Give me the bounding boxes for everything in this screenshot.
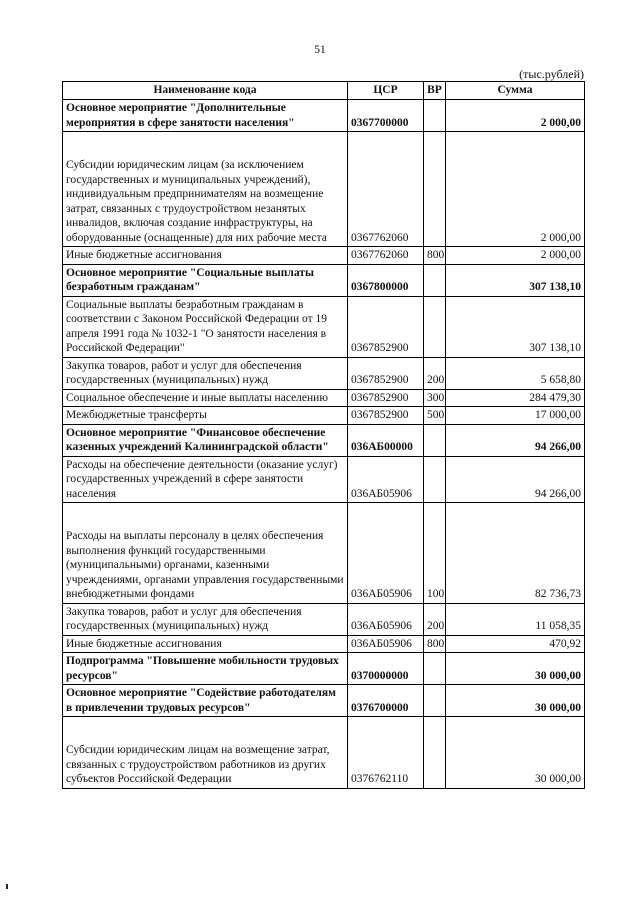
row-vr: 800: [424, 247, 446, 265]
table-row: [63, 685, 585, 717]
row-vr: [424, 653, 446, 685]
row-sum: 30 000,00: [446, 685, 585, 717]
table-row: [63, 264, 585, 296]
row-sum: 307 138,10: [446, 296, 585, 357]
row-vr: [424, 264, 446, 296]
row-name: Социальное обеспечение и иные выплаты населению: [63, 389, 348, 407]
table-row: [63, 389, 585, 407]
row-name: Основное мероприятие "Социальные выплаты безработным гражданам": [63, 264, 348, 296]
row-sum: 2 000,00: [446, 247, 585, 265]
row-name: Основное мероприятие "Дополнительные мероприятия в сфере занятости населения": [63, 100, 348, 132]
table-row: [63, 296, 585, 357]
budget-table: [62, 81, 585, 789]
table-row: [63, 357, 585, 389]
header-vr: ВР: [424, 82, 446, 100]
row-vr: [424, 456, 446, 503]
row-name: Социальные выплаты безработным гражданам в соответствии с Законом Российской Федерации от 19 апреля 1991 года № 1032-1 "О занятости населения в Российской Федерации": [63, 296, 348, 357]
row-csr: 036АБ05906: [348, 603, 424, 635]
row-vr: [424, 685, 446, 717]
row-vr: 100: [424, 503, 446, 604]
row-name: Субсидии юридическим лицам на возмещение затрат, связанных с трудоустройством работников из других субъектов Российской Федерации: [63, 717, 348, 789]
row-csr: 0367852900: [348, 357, 424, 389]
row-csr: 0367762060: [348, 247, 424, 265]
row-sum: 30 000,00: [446, 653, 585, 685]
table-header-row: [63, 82, 585, 100]
row-vr: 500: [424, 407, 446, 425]
row-name: Субсидии юридическим лицам (за исключением государственных и муниципальных учреждений), индивидуальным предпринимателям на возмещение затрат, связанных с трудоустройством незанятых инвалидов, включая создание инфраструктуры, на оборудованные (оснащенные) для них рабочие места: [63, 132, 348, 247]
row-csr: 0376700000: [348, 685, 424, 717]
row-csr: 0367762060: [348, 132, 424, 247]
row-vr: [424, 100, 446, 132]
row-csr: 0367800000: [348, 264, 424, 296]
units-label: (тыс.рублей): [519, 67, 584, 81]
row-vr: 800: [424, 635, 446, 653]
row-csr: 036АБ00000: [348, 424, 424, 456]
row-sum: 2 000,00: [446, 100, 585, 132]
row-csr: 036АБ05906: [348, 456, 424, 503]
table-row: [63, 603, 585, 635]
row-sum: 2 000,00: [446, 132, 585, 247]
table-row: [63, 132, 585, 247]
row-vr: 200: [424, 603, 446, 635]
row-sum: 470,92: [446, 635, 585, 653]
row-name: Иные бюджетные ассигнования: [63, 247, 348, 265]
table-row: [63, 635, 585, 653]
table-row: [63, 247, 585, 265]
row-csr: 0367852900: [348, 389, 424, 407]
row-csr: 0367700000: [348, 100, 424, 132]
table-row: [63, 717, 585, 789]
row-sum: 11 058,35: [446, 603, 585, 635]
row-vr: [424, 424, 446, 456]
row-name: Основное мероприятие "Содействие работодателям в привлечении трудовых ресурсов": [63, 685, 348, 717]
table-row: [63, 653, 585, 685]
row-vr: [424, 132, 446, 247]
row-sum: 17 000,00: [446, 407, 585, 425]
row-csr: 0367852900: [348, 296, 424, 357]
row-csr: 0370000000: [348, 653, 424, 685]
row-vr: [424, 717, 446, 789]
margin-mark: [6, 884, 8, 889]
row-name: Подпрограмма "Повышение мобильности трудовых ресурсов": [63, 653, 348, 685]
row-sum: 5 658,80: [446, 357, 585, 389]
row-csr: 036АБ05906: [348, 503, 424, 604]
row-sum: 94 266,00: [446, 456, 585, 503]
header-csr: ЦСР: [348, 82, 424, 100]
row-csr: 0367852900: [348, 407, 424, 425]
row-sum: 307 138,10: [446, 264, 585, 296]
row-name: Основное мероприятие "Финансовое обеспечение казенных учреждений Калининградской области": [63, 424, 348, 456]
row-name: Иные бюджетные ассигнования: [63, 635, 348, 653]
row-name: Расходы на выплаты персоналу в целях обеспечения выполнения функций государственными (муниципальными) органами, казенными учреждениями, органами управления государственными внебюджетными фондами: [63, 503, 348, 604]
row-name: Расходы на обеспечение деятельности (оказание услуг) государственных учреждений в сфере занятости населения: [63, 456, 348, 503]
table-row: [63, 456, 585, 503]
header-name: Наименование кода: [63, 82, 348, 100]
table-row: [63, 503, 585, 604]
row-sum: 82 736,73: [446, 503, 585, 604]
row-sum: 284 479,30: [446, 389, 585, 407]
header-sum: Сумма: [446, 82, 585, 100]
table-row: [63, 100, 585, 132]
row-name: Закупка товаров, работ и услуг для обеспечения государственных (муниципальных) нужд: [63, 357, 348, 389]
row-name: Закупка товаров, работ и услуг для обеспечения государственных (муниципальных) нужд: [63, 603, 348, 635]
page-number: 51: [314, 44, 326, 56]
row-csr: 0376762110: [348, 717, 424, 789]
row-vr: 200: [424, 357, 446, 389]
row-sum: 94 266,00: [446, 424, 585, 456]
table-row: [63, 424, 585, 456]
row-name: Межбюджетные трансферты: [63, 407, 348, 425]
row-vr: [424, 296, 446, 357]
row-csr: 036АБ05906: [348, 635, 424, 653]
table-row: [63, 407, 585, 425]
row-vr: 300: [424, 389, 446, 407]
row-sum: 30 000,00: [446, 717, 585, 789]
